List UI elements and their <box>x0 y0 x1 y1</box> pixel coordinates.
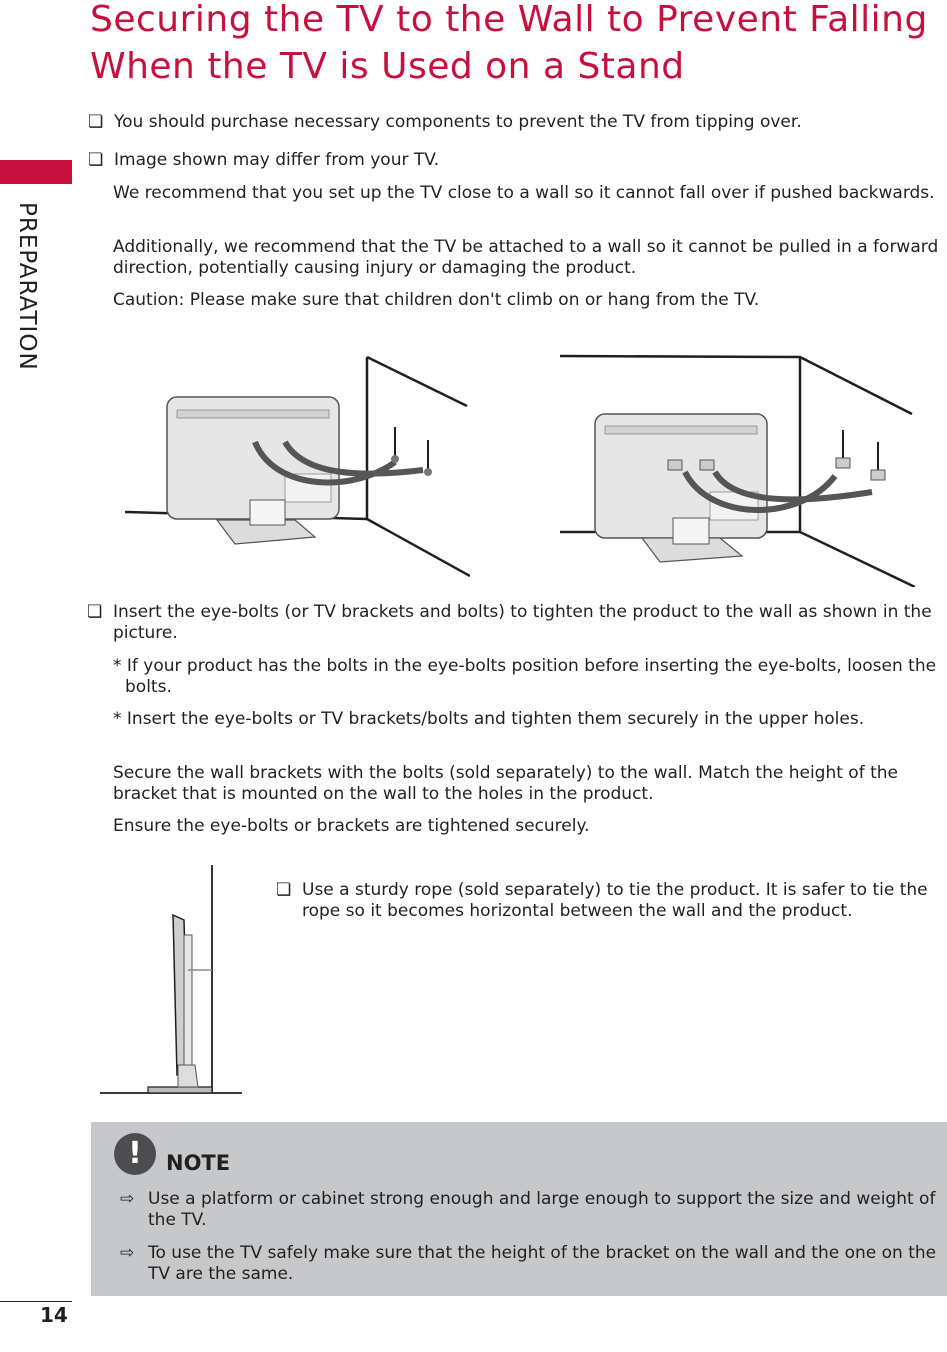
paragraph-wall-brackets: Secure the wall brackets with the bolts (sold separately) to the wall. Match the height of the bracket that is mounted on the wall to the holes in the product. <box>113 763 898 804</box>
bullet-purchase-components: ❏ You should purchase necessary components to prevent the TV from tipping over. <box>114 112 934 133</box>
bullet-insert-eyebolts: ❏ Insert the eye-bolts (or TV brackets and bolts) to tighten the product to the wall as shown in the picture. <box>113 602 933 644</box>
note-heading: NOTE <box>166 1151 231 1175</box>
arrow-right-icon: ⇨ <box>120 1243 135 1263</box>
note-item-bracket-height: To use the TV safely make sure that the height of the bracket on the wall and the one on the TV are the same. <box>148 1243 937 1284</box>
paragraph-tighten-securely: Ensure the eye-bolts or brackets are tightened securely. <box>113 816 590 836</box>
footer-rule <box>0 1301 72 1302</box>
section-tab-marker <box>0 160 72 184</box>
paragraph-wall-recommend: We recommend that you set up the TV close to a wall so it cannot fall over if pushed backwards. <box>113 183 935 203</box>
paragraph-attach-recommend: Additionally, we recommend that the TV be attached to a wall so it cannot be pulled in a forward direction, potentially causing injury or damaging the product. <box>113 237 939 278</box>
arrow-right-icon: ⇨ <box>120 1189 135 1209</box>
page-title: Securing the TV to the Wall to Prevent Falling When the TV is Used on a Stand <box>90 0 928 87</box>
bullet-image-differs: ❏ Image shown may differ from your TV. <box>114 150 934 171</box>
illustration-brackets <box>560 352 915 587</box>
note-loosen-bolts: * If your product has the bolts in the eye-bolts position before inserting the eye-bolts, loosen the bolts. <box>113 656 937 697</box>
paragraph-caution: Caution: Please make sure that children don't climb on or hang from the TV. <box>113 290 760 310</box>
illustration-rope-side-view <box>100 865 245 1097</box>
page-number: 14 <box>40 1303 68 1327</box>
bullet-sturdy-rope: ❏ Use a sturdy rope (sold separately) to tie the product. It is safer to tie the rope so it becomes horizontal between the wall and the product. <box>302 880 937 922</box>
note-tighten-upper-holes: * Insert the eye-bolts or TV brackets/bolts and tighten them securely in the upper holes. <box>113 709 865 729</box>
section-label: PREPARATION <box>14 202 40 371</box>
note-item-platform: Use a platform or cabinet strong enough and large enough to support the size and weight of the TV. <box>148 1189 936 1230</box>
illustration-eyebolts <box>125 352 470 577</box>
exclamation-icon: ! <box>114 1133 156 1175</box>
